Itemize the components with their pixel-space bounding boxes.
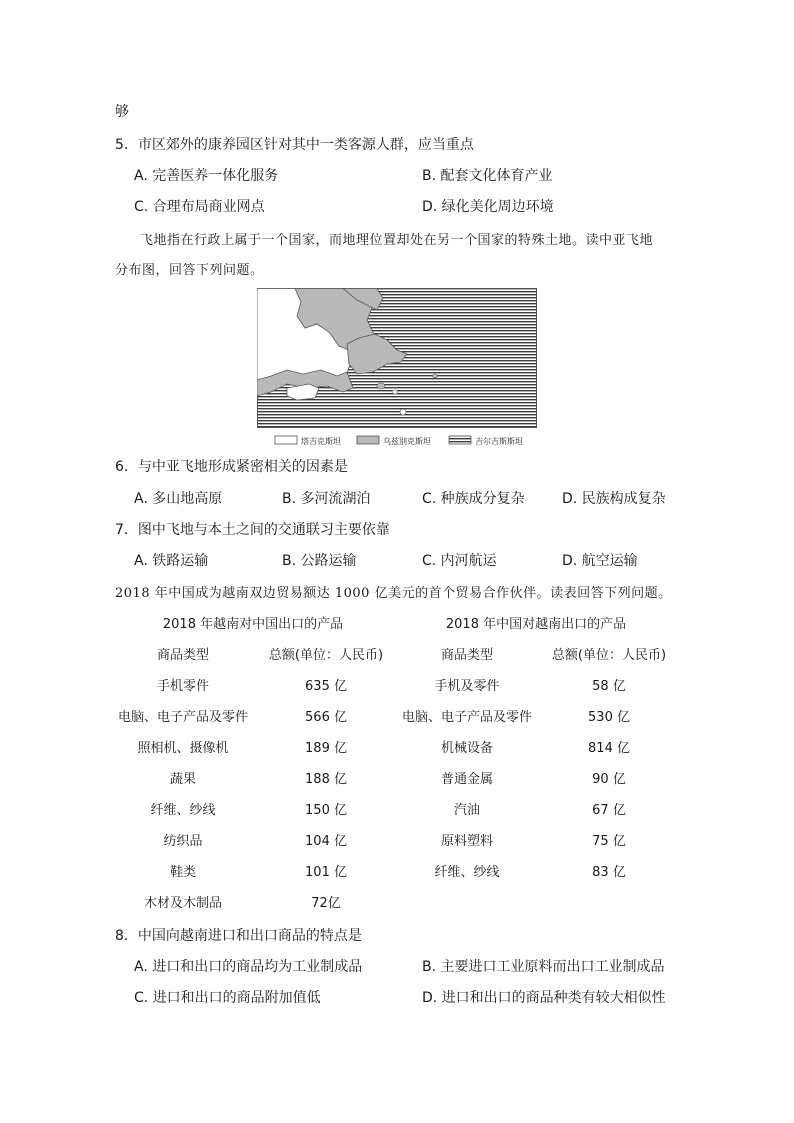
left-row-6-type: 纺织品: [163, 834, 203, 849]
q6-option-d[interactable]: D. 民族构成复杂: [562, 491, 666, 507]
left-row-8-type: 木材及木制品: [143, 896, 223, 911]
right-row-7-type: 纤维、纱线: [434, 865, 500, 880]
right-header-type: 商品类型: [440, 648, 494, 663]
left-row-8-amount: 72亿: [311, 896, 341, 911]
question-7-stem: 7．图中飞地与本土之间的交通联习主要依靠: [115, 522, 390, 538]
legend-swatch-uzbekistan: [357, 436, 379, 444]
left-row-3-type: 照相机、摄像机: [137, 741, 229, 756]
central-asia-enclave-map: [257, 288, 537, 450]
q8-option-c[interactable]: C. 进口和出口的商品附加值低: [134, 990, 321, 1006]
legend-swatch-kyrgyzstan: [449, 436, 471, 444]
left-row-2-type: 电脑、电子产品及零件: [117, 710, 249, 725]
q7-option-d[interactable]: D. 航空运输: [562, 553, 638, 569]
trade-intro: 2018 年中国成为越南双边贸易额达 1000 亿美元的首个贸易合作伙伴。读表回答下列问题。: [115, 586, 672, 601]
legend-label-tajikistan: 塔吉克斯坦: [301, 437, 341, 446]
enclave-intro-line1: 飞地指在行政上属于一个国家，而地理位置却处在另一个国家的特殊土地。读中亚飞地: [140, 233, 654, 248]
right-row-1-type: 手机及零件: [434, 679, 500, 694]
left-row-4-amount: 188 亿: [305, 772, 347, 787]
left-row-2-amount: 566 亿: [305, 710, 347, 725]
uzbek-enclave: [433, 374, 438, 378]
right-row-3-type: 机械设备: [440, 741, 494, 756]
left-header-amount: 总额(单位：人民币): [268, 648, 384, 663]
legend-label-kyrgyzstan: 吉尔吉斯斯坦: [475, 437, 523, 446]
q8-option-b[interactable]: B. 主要进口工业原料而出口工业制成品: [422, 959, 665, 975]
right-row-6-type: 原料塑料: [440, 834, 494, 849]
tajik-enclave: [400, 409, 406, 415]
right-row-6-amount: 75 亿: [592, 834, 626, 849]
right-row-5-amount: 67 亿: [592, 803, 626, 818]
map-legend: [275, 436, 523, 446]
right-row-1-amount: 58 亿: [592, 679, 626, 694]
left-table-title: 2018 年越南对中国出口的产品: [162, 617, 344, 632]
q8-option-a[interactable]: A. 进口和出口的商品均为工业制成品: [134, 959, 363, 975]
tajik-enclave: [392, 390, 398, 394]
left-row-5-type: 纤维、纱线: [150, 803, 216, 818]
right-table-title: 2018 年中国对越南出口的产品: [445, 617, 627, 632]
uzbek-enclave: [377, 383, 385, 389]
right-row-2-amount: 530 亿: [588, 710, 630, 725]
q6-option-c[interactable]: C. 种族成分复杂: [422, 491, 525, 507]
right-row-2-type: 电脑、电子产品及零件: [401, 710, 533, 725]
right-row-4-amount: 90 亿: [592, 772, 626, 787]
q7-option-a[interactable]: A. 铁路运输: [134, 553, 209, 569]
q6-option-a[interactable]: A. 多山地高原: [134, 491, 223, 507]
q5-option-d[interactable]: D. 绿化美化周边环境: [422, 199, 554, 215]
q5-option-c[interactable]: C. 合理布局商业网点: [134, 199, 265, 215]
q7-option-c[interactable]: C. 内河航运: [422, 553, 497, 569]
left-row-1-type: 手机零件: [156, 679, 210, 694]
right-header-amount: 总额(单位：人民币): [551, 648, 667, 663]
enclave-intro-line2: 分布图，回答下列问题。: [115, 263, 264, 278]
left-row-4-type: 蔬果: [169, 772, 197, 787]
question-8-stem: 8．中国向越南进口和出口商品的特点是: [115, 928, 362, 944]
left-row-7-type: 鞋类: [169, 865, 197, 880]
q7-option-b[interactable]: B. 公路运输: [282, 553, 357, 569]
q8-option-d[interactable]: D. 进口和出口的商品种类有较大相似性: [422, 990, 666, 1006]
legend-swatch-tajikistan: [275, 436, 297, 444]
right-row-7-amount: 83 亿: [592, 865, 626, 880]
question-6-stem: 6．与中亚飞地形成紧密相关的因素是: [115, 459, 348, 475]
q5-option-b[interactable]: B. 配套文化体育产业: [422, 168, 553, 184]
left-header-type: 商品类型: [156, 648, 210, 663]
left-row-5-amount: 150 亿: [305, 803, 347, 818]
legend-label-uzbekistan: 乌兹别克斯坦: [383, 437, 431, 446]
left-row-6-amount: 104 亿: [305, 834, 347, 849]
right-row-3-amount: 814 亿: [588, 741, 630, 756]
question-5-stem: 5．市区郊外的康养园区针对其中一类客源人群，应当重点: [115, 137, 474, 153]
right-row-5-type: 汽油: [453, 803, 481, 818]
left-row-1-amount: 635 亿: [305, 679, 347, 694]
left-row-7-amount: 101 亿: [305, 865, 347, 880]
left-row-3-amount: 189 亿: [305, 741, 347, 756]
page-fragment: 够: [115, 104, 129, 120]
right-row-4-type: 普通金属: [440, 772, 494, 787]
q5-option-a[interactable]: A. 完善医养一体化服务: [134, 168, 279, 184]
q6-option-b[interactable]: B. 多河流湖泊: [282, 491, 371, 507]
